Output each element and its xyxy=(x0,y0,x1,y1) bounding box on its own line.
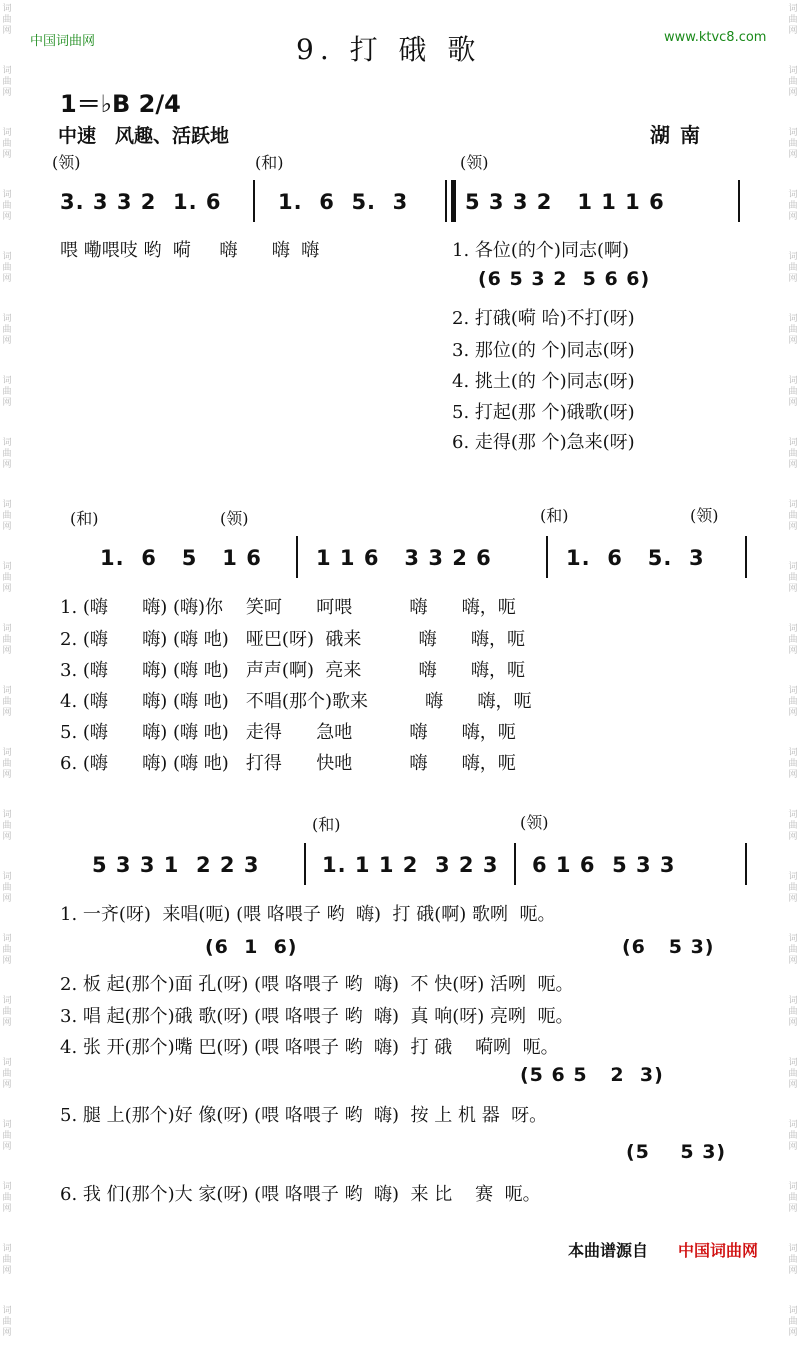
verse-line: 6. 走得(那 个)急来(呀) xyxy=(452,432,635,453)
right-watermark-strip xyxy=(786,0,800,1338)
watermark-tile: 词 曲 网 xyxy=(788,1306,798,1338)
part-label: (领) xyxy=(520,813,549,832)
barline xyxy=(546,536,548,578)
watermark-tile: 词 曲 网 xyxy=(788,934,798,966)
part-label: (领) xyxy=(690,506,719,525)
watermark-tile: 词 曲 网 xyxy=(2,996,12,1028)
notation-measure: 1. 6 5. 3 xyxy=(566,546,705,570)
watermark-tile: 词 曲 网 xyxy=(2,4,12,36)
notation-measure: 1. 6 5. 3 xyxy=(278,190,409,214)
verse-line: 5. 打起(那 个)硪歌(呀) xyxy=(452,402,635,423)
verse-line: 4. 张 开(那个)嘴 巴(呀) (喂 咯喂子 哟 嗨) 打 硪 嗬咧 呃。 xyxy=(60,1037,559,1058)
verse-line: 2. 打硪(嗬 哈)不打(呀) xyxy=(452,308,635,329)
watermark-tile: 词 曲 网 xyxy=(788,686,798,718)
watermark-tile: 词 曲 网 xyxy=(2,934,12,966)
part-label: (和) xyxy=(540,506,569,525)
part-label: (领) xyxy=(52,153,81,172)
verse-line: 4. (嗨 嗨) (嗨 吔) 不唱(那个)歌来 嗨 嗨，呃 xyxy=(60,691,532,712)
barline xyxy=(304,843,306,885)
part-label: (和) xyxy=(70,509,99,528)
watermark-tile: 词 曲 网 xyxy=(2,1306,12,1338)
watermark-tile: 词 曲 网 xyxy=(788,4,798,36)
verse-line: 1. 一齐(呀) 来唱(呃) (喂 咯喂子 哟 嗨) 打 硪(啊) 歌咧 呃。 xyxy=(60,904,556,925)
repeat-barline-thick xyxy=(451,180,456,222)
region-label: 湖南 xyxy=(650,123,710,147)
watermark-tile: 词 曲 网 xyxy=(788,1058,798,1090)
source-label: 本曲谱源自 xyxy=(568,1241,649,1260)
watermark-tile: 词 曲 网 xyxy=(788,996,798,1028)
watermark-tile: 词 曲 网 xyxy=(788,1182,798,1214)
watermark-tile: 词 曲 网 xyxy=(788,66,798,98)
site-url[interactable]: www.ktvc8.com xyxy=(664,30,767,45)
verse-line: 4. 挑土(的 个)同志(呀) xyxy=(452,371,635,392)
watermark-tile: 词 曲 网 xyxy=(788,1120,798,1152)
verse-line: 1. 各位(的个)同志(啊) xyxy=(452,240,629,261)
key-signature: 1＝♭B 2/4 xyxy=(60,90,181,118)
notation-variant: (5 6 5 2 3) xyxy=(520,1064,664,1086)
notation-variant: (6 1 6) xyxy=(205,936,298,958)
watermark-tile: 词 曲 网 xyxy=(2,562,12,594)
watermark-tile: 词 曲 网 xyxy=(2,376,12,408)
watermark-tile: 词 曲 网 xyxy=(788,438,798,470)
verse-line: 3. (嗨 嗨) (嗨 吔) 声声(啊) 亮来 嗨 嗨，呃 xyxy=(60,660,525,681)
verse-line: 3. 那位(的 个)同志(呀) xyxy=(452,340,635,361)
watermark-tile: 词 曲 网 xyxy=(2,872,12,904)
barline xyxy=(745,843,747,885)
watermark-tile: 词 曲 网 xyxy=(2,1244,12,1276)
verse-line: 6. 我 们(那个)大 家(呀) (喂 咯喂子 哟 嗨) 来 比 赛 呃。 xyxy=(60,1184,541,1205)
barline xyxy=(514,843,516,885)
watermark-tile: 词 曲 网 xyxy=(2,252,12,284)
notation-measure: 3. 3 3 2 1. 6 xyxy=(60,190,222,214)
notation-measure: 6 1 6 5 3 3 xyxy=(532,853,676,877)
song-title: 9. 打 硪 歌 xyxy=(296,33,482,66)
notation-variant: (5 5 3) xyxy=(626,1141,727,1163)
notation-measure: 5 3 3 1 2 2 3 xyxy=(92,853,260,877)
watermark-tile: 词 曲 网 xyxy=(788,190,798,222)
part-label: (领) xyxy=(460,153,489,172)
watermark-tile: 词 曲 网 xyxy=(788,624,798,656)
watermark-tile: 词 曲 网 xyxy=(2,624,12,656)
part-label: (领) xyxy=(220,509,249,528)
watermark-tile: 词 曲 网 xyxy=(2,190,12,222)
lyric-line: 喂 嘞喂吱 哟 嗬 嗨 嗨 嗨 xyxy=(60,240,320,261)
verse-line: 2. 板 起(那个)面 孔(呀) (喂 咯喂子 哟 嗨) 不 快(呀) 活咧 呃。 xyxy=(60,974,574,995)
verse-line: 2. (嗨 嗨) (嗨 吔) 哑巴(呀) 硪来 嗨 嗨，呃 xyxy=(60,629,525,650)
watermark-tile: 词 曲 网 xyxy=(788,500,798,532)
barline xyxy=(296,536,298,578)
watermark-tile: 词 曲 网 xyxy=(2,1182,12,1214)
verse-line: 3. 唱 起(那个)硪 歌(呀) (喂 咯喂子 哟 嗨) 真 响(呀) 亮咧 呃。 xyxy=(60,1006,574,1027)
verse-line: 6. (嗨 嗨) (嗨 吔) 打得 快吔 嗨 嗨，呃 xyxy=(60,753,516,774)
watermark-tile: 词 曲 网 xyxy=(2,1058,12,1090)
notation-variant: (6 5 3 2 5 6 6) xyxy=(478,268,651,290)
watermark-tile: 词 曲 网 xyxy=(788,562,798,594)
verse-line: 5. (嗨 嗨) (嗨 吔) 走得 急吔 嗨 嗨，呃 xyxy=(60,722,516,743)
notation-measure: 1. 1 1 2 3 2 3 xyxy=(322,853,499,877)
watermark-tile: 词 曲 网 xyxy=(788,748,798,780)
part-label: (和) xyxy=(255,153,284,172)
left-watermark-strip xyxy=(0,0,14,1338)
watermark-tile: 词 曲 网 xyxy=(2,810,12,842)
watermark-tile: 词 曲 网 xyxy=(2,66,12,98)
watermark-tile: 词 曲 网 xyxy=(2,314,12,346)
watermark-tile: 词 曲 网 xyxy=(788,810,798,842)
barline xyxy=(738,180,740,222)
verse-line: 1. (嗨 嗨) (嗨)你 笑呵 呵喂 嗨 嗨，呃 xyxy=(60,597,516,618)
watermark-tile: 词 曲 网 xyxy=(2,748,12,780)
watermark-tile: 词 曲 网 xyxy=(788,252,798,284)
barline xyxy=(745,536,747,578)
watermark-tile: 词 曲 网 xyxy=(788,1244,798,1276)
watermark-tile: 词 曲 网 xyxy=(788,314,798,346)
watermark-tile: 词 曲 网 xyxy=(2,1120,12,1152)
watermark-tile: 词 曲 网 xyxy=(2,500,12,532)
barline xyxy=(253,180,255,222)
watermark-tile: 词 曲 网 xyxy=(788,872,798,904)
tempo-marking: 中速 风趣、活跃地 xyxy=(58,125,230,147)
watermark-tile: 词 曲 网 xyxy=(2,438,12,470)
watermark-tile: 词 曲 网 xyxy=(2,128,12,160)
site-name[interactable]: 中国词曲网 xyxy=(30,34,96,49)
brand-link[interactable]: 中国词曲网 xyxy=(678,1241,759,1260)
watermark-tile: 词 曲 网 xyxy=(788,376,798,408)
watermark-tile: 词 曲 网 xyxy=(788,128,798,160)
part-label: (和) xyxy=(312,815,341,834)
notation-measure: 1 1 6 3 3 2 6 xyxy=(316,546,492,570)
watermark-tile: 词 曲 网 xyxy=(2,686,12,718)
notation-variant: (6 5 3) xyxy=(622,936,715,958)
notation-measure: 1. 6 5 1 6 xyxy=(100,546,262,570)
notation-measure: 5 3 3 2 1 1 1 6 xyxy=(465,190,665,214)
repeat-barline xyxy=(445,180,447,222)
verse-line: 5. 腿 上(那个)好 像(呀) (喂 咯喂子 哟 嗨) 按 上 机 器 呀。 xyxy=(60,1105,548,1126)
